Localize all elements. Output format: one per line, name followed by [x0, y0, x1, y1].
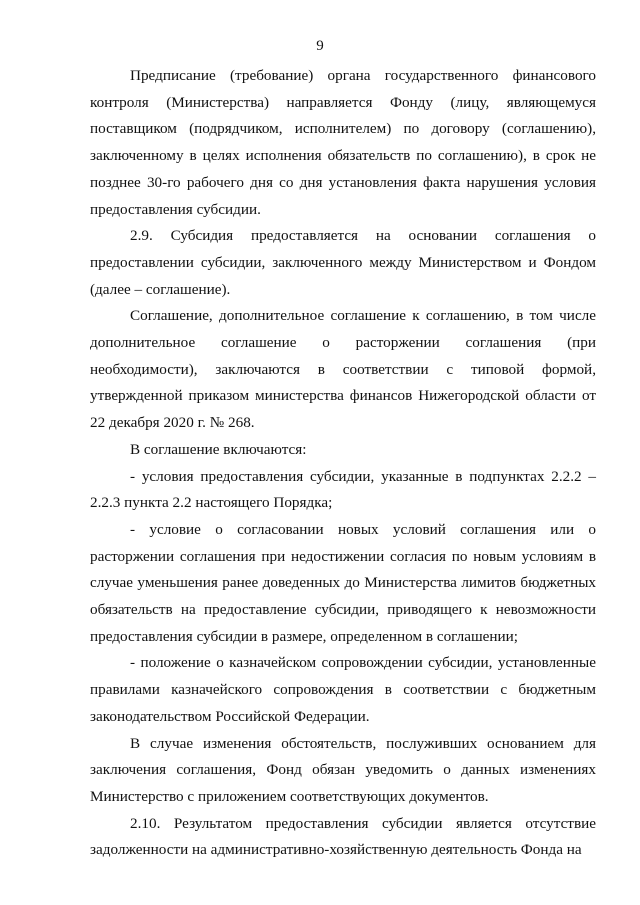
- page-number: 9: [316, 38, 324, 54]
- paragraph-changes-notice: В случае изменения обстоятельств, послуживших основанием для заключения соглашения, Фонд обязан уведомить о данных изменениях Министерство с приложением соответствующих документов.: [90, 734, 596, 805]
- paragraph-2-10: 2.10. Результатом предоставления субсидии является отсутствие задолженности на административно-хозяйственную деятельность Фонда на: [90, 814, 596, 859]
- document-body: [90, 63, 596, 864]
- paragraph-agreement-includes: В соглашение включаются:: [130, 440, 307, 458]
- paragraph-order-notice: Предписание (требование) органа государственного финансового контроля (Министерства) направляется Фонду (лицу, являющемуся поставщиком (подрядчиком, исполнителем) по договору (соглашению), заключенному в целях исполнения обязательств по соглашению), в срок не позднее 30-го рабочего дня со дня установления факта нарушения условия предоставления субсидии.: [90, 67, 596, 218]
- list-item-treasury-support: - положение о казначейском сопровождении субсидии, установленные правилами казначейского сопровождения в соответствии с бюджетным законодательством Российской Федерации.: [90, 654, 596, 725]
- list-item-new-conditions: - условие о согласовании новых условий соглашения или о расторжении соглашения при недостижении согласия по новым условиям в случае уменьшения ранее доведенных до Министерства лимитов бюджетных обязательств на предоставление субсидии, приводящего к невозможности предоставления субсидии в размере, определенном в соглашении;: [90, 520, 596, 645]
- paragraph-agreement-form: Соглашение, дополнительное соглашение к соглашению, в том числе дополнительное соглашение о расторжении соглашения (при необходимости), заключаются в соответствии с типовой формой, утвержденной приказом министерства финансов Нижегородской области от 22 декабря 2020 г. № 268.: [90, 307, 596, 432]
- list-item-conditions: - условия предоставления субсидии, указанные в подпунктах 2.2.2 – 2.2.3 пункта 2.2 настоящего Порядка;: [90, 467, 596, 512]
- paragraph-2-9: 2.9. Субсидия предоставляется на основании соглашения о предоставлении субсидии, заключенного между Министерством и Фондом (далее – соглашение).: [90, 227, 596, 298]
